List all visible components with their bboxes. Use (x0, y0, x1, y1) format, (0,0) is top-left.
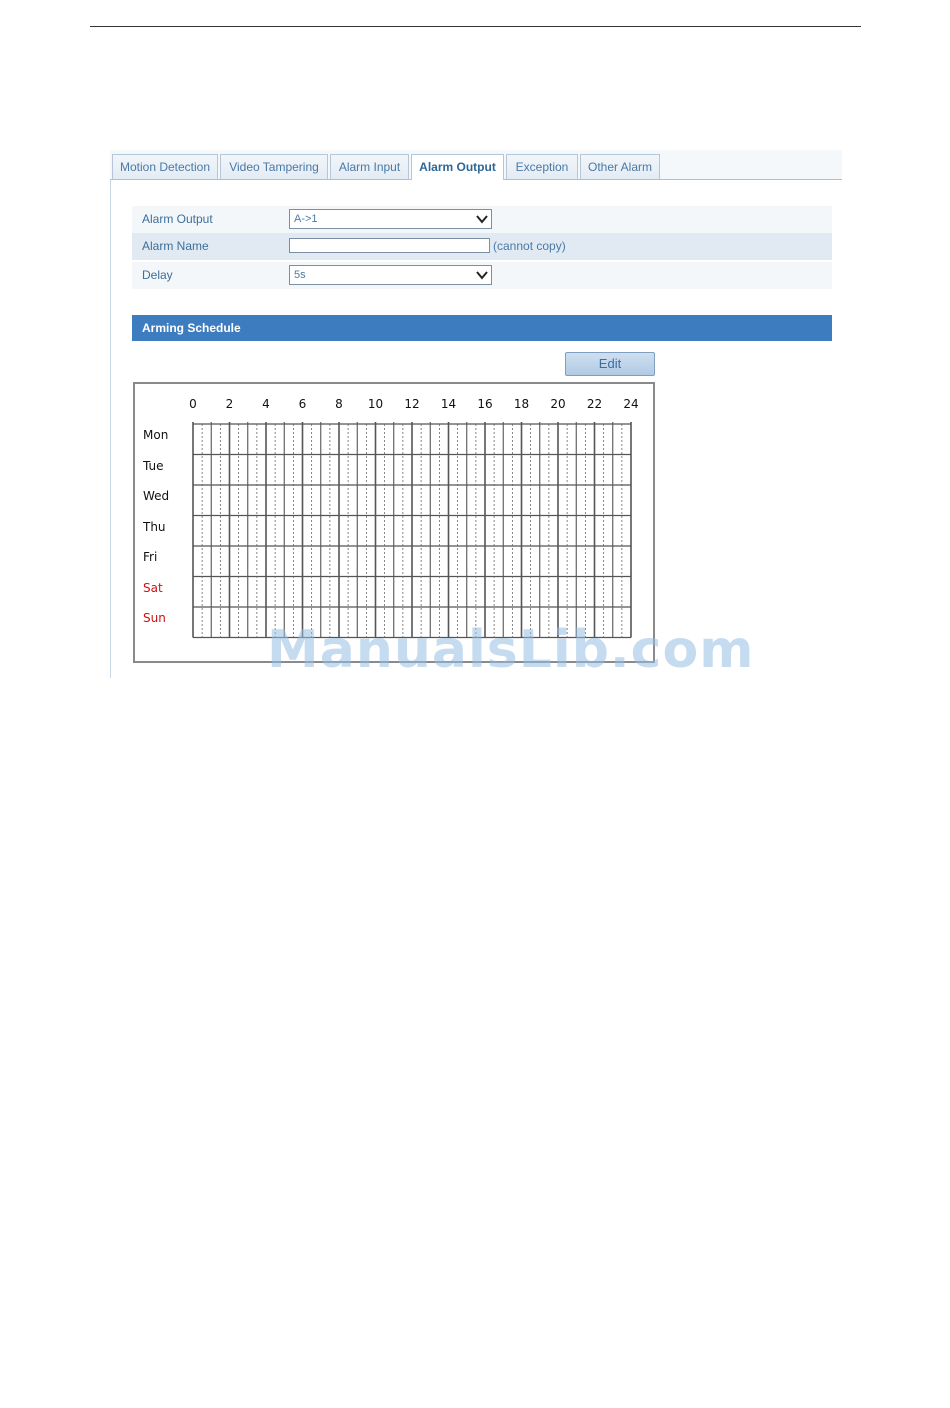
tab-alarm-output[interactable]: Alarm Output (411, 154, 504, 180)
day-label-fri: Fri (143, 550, 158, 564)
alarm-name-input[interactable] (289, 238, 490, 253)
hour-label: 10 (367, 397, 384, 411)
panel-left-border (110, 150, 111, 678)
day-label-mon: Mon (143, 428, 169, 442)
hour-label: 6 (298, 397, 307, 411)
day-label-thu: Thu (143, 519, 166, 534)
hour-label: 14 (440, 397, 457, 411)
schedule-grid[interactable] (190, 422, 635, 642)
delay-value: 5s (294, 269, 306, 281)
chevron-down-icon (476, 270, 488, 280)
alarm-name-note: (cannot copy) (493, 239, 566, 253)
day-label-sun: Sun (143, 611, 166, 625)
hour-label: 24 (623, 397, 639, 411)
delay-select[interactable] (289, 265, 492, 285)
alarm-output-label: Alarm Output (142, 212, 213, 226)
alarm-tab-bar (110, 150, 842, 180)
alarm-name-row (132, 233, 832, 260)
chevron-down-icon (476, 214, 488, 224)
tab-video-tampering[interactable]: Video Tampering (220, 154, 328, 179)
alarm-output-select[interactable] (289, 209, 492, 229)
delay-row (132, 262, 832, 289)
delay-label: Delay (142, 268, 173, 282)
alarm-name-label: Alarm Name (142, 239, 209, 253)
hour-label: 0 (189, 397, 197, 411)
day-label-tue: Tue (143, 458, 164, 473)
hour-label: 16 (477, 397, 493, 411)
tab-exception[interactable]: Exception (506, 154, 578, 179)
hour-label: 2 (225, 397, 234, 411)
tab-other-alarm[interactable]: Other Alarm (580, 154, 660, 179)
alarm-output-row (132, 206, 832, 233)
hour-label: 12 (404, 397, 420, 411)
edit-schedule-button[interactable]: Edit (565, 352, 655, 376)
hour-label: 22 (586, 397, 603, 411)
hour-label: 18 (513, 397, 530, 411)
alarm-output-value: A->1 (294, 213, 318, 225)
day-label-sat: Sat (143, 580, 163, 595)
page-top-rule (90, 26, 861, 27)
arming-schedule-header: Arming Schedule (132, 315, 832, 341)
hour-label: 8 (335, 397, 343, 411)
tab-motion-detection[interactable]: Motion Detection (112, 154, 218, 179)
hour-label: 20 (550, 397, 566, 411)
tab-alarm-input[interactable]: Alarm Input (330, 154, 409, 179)
hour-label: 4 (262, 397, 270, 411)
watermark: ManualsLib.com (267, 620, 755, 680)
day-label-wed: Wed (143, 489, 170, 503)
